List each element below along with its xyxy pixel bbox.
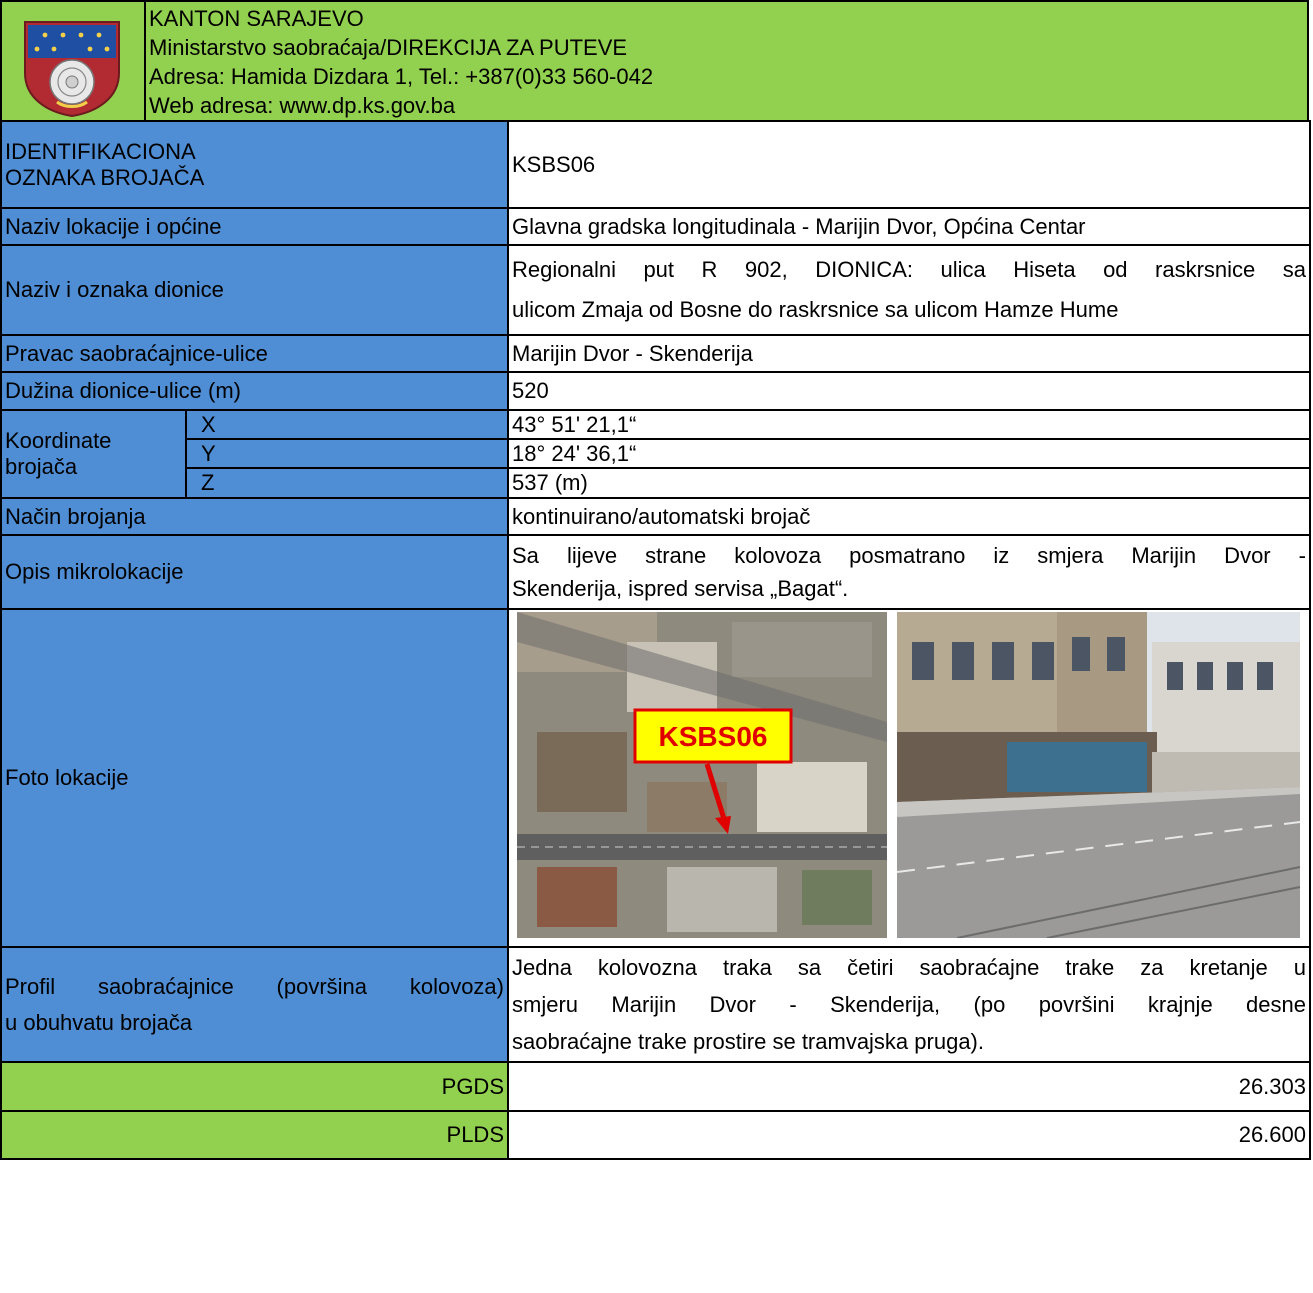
table-row	[1, 498, 1310, 535]
z-label: Z	[186, 468, 508, 498]
aerial-map-photo	[517, 612, 887, 938]
section-value: Regionalni put R 902, DIONICA: ulica Hiseta od raskrsnice sa ulicom Zmaja od Bosne do raskrsnice sa ulicom Hamze Hume	[508, 245, 1310, 335]
y-value: 18° 24' 36,1“	[508, 439, 1310, 468]
photo-label: Foto lokacije	[1, 609, 508, 947]
street-view-photo	[897, 612, 1300, 938]
section-label: Naziv i oznaka dionice	[1, 245, 508, 335]
logo-cell	[2, 2, 146, 120]
length-value: 520	[508, 372, 1310, 410]
y-label: Y	[186, 439, 508, 468]
pgds-label: PGDS	[1, 1062, 508, 1111]
location-value: Glavna gradska longitudinala - Marijin Dvor, Općina Centar	[508, 208, 1310, 245]
plds-label: PLDS	[1, 1111, 508, 1159]
header-banner	[0, 0, 1309, 122]
coords-label: Koordinate brojača	[1, 410, 186, 498]
table-row	[1, 245, 1310, 335]
x-label: X	[186, 410, 508, 439]
profile-label: Profil saobraćajnice (površina kolovoza) u obuhvatu brojača	[1, 947, 508, 1062]
micro-label: Opis mikrolokacije	[1, 535, 508, 609]
location-label: Naziv lokacije i općine	[1, 208, 508, 245]
header-text	[149, 4, 653, 120]
x-value: 43° 51' 21,1“	[508, 410, 1310, 439]
id-value: KSBS06	[508, 121, 1310, 208]
method-label: Način brojanja	[1, 498, 508, 535]
direction-label: Pravac saobraćajnice-ulice	[1, 335, 508, 372]
counter-details-table	[0, 120, 1311, 1160]
photo-cell	[508, 609, 1310, 947]
map-tag-label: KSBS06	[658, 721, 768, 752]
method-value: kontinuirano/automatski brojač	[508, 498, 1310, 535]
table-row	[1, 947, 1310, 1062]
micro-value: Sa lijeve strane kolovoza posmatrano iz smjera Marijin Dvor - Skenderija, ispred servisa „Bagat“.	[508, 535, 1310, 609]
direction-value: Marijin Dvor - Skenderija	[508, 335, 1310, 372]
table-row	[1, 410, 1310, 439]
table-row	[1, 535, 1310, 609]
table-row	[1, 121, 1310, 208]
ministry-name: Ministarstvo saobraćaja/DIREKCIJA ZA PUTEVE	[149, 35, 628, 60]
table-row	[1, 439, 1310, 468]
id-label: IDENTIFIKACIONA OZNAKA BROJAČA	[1, 121, 508, 208]
z-value: 537 (m)	[508, 468, 1310, 498]
web-address: Web adresa: www.dp.ks.gov.ba	[149, 93, 456, 118]
length-label: Dužina dionice-ulice (m)	[1, 372, 508, 410]
address-line: Adresa: Hamida Dizdara 1, Tel.: +387(0)33 560-042	[149, 64, 654, 89]
table-row	[1, 208, 1310, 245]
table-row	[1, 1111, 1310, 1159]
pgds-value: 26.303	[508, 1062, 1310, 1111]
profile-value: Jedna kolovozna traka sa četiri saobraćajne trake za kretanje u smjeru Marijin Dvor - Skenderija, (po površini krajnje desne saobraćajne trake prostire se tramvajska pruga).	[508, 947, 1310, 1062]
table-row	[1, 335, 1310, 372]
table-row	[1, 372, 1310, 410]
org-name: KANTON SARAJEVO	[149, 6, 364, 31]
plds-value: 26.600	[508, 1111, 1310, 1159]
table-row	[1, 609, 1310, 947]
canton-coat-of-arms-icon	[19, 18, 125, 118]
table-row	[1, 1062, 1310, 1111]
table-row	[1, 468, 1310, 498]
